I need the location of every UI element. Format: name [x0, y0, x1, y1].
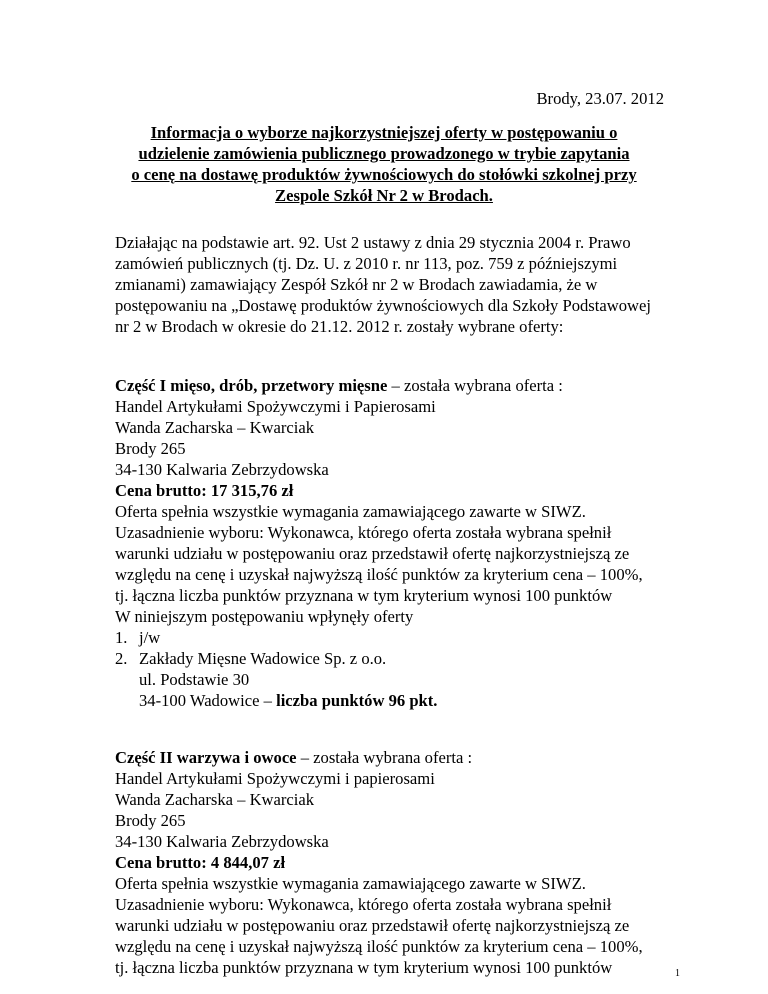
intro-line: nr 2 w Brodach w okresie do 21.12. 2012 r. zostały wybrane oferty:: [115, 317, 564, 336]
offer-text: Zakłady Mięsne Wadowice Sp. z o.o.: [139, 649, 387, 668]
part2-heading-rest: – została wybrana oferta :: [296, 748, 473, 767]
part2-body-line: tj. łączna liczba punktów przyznana w tym kryterium wynosi 100 punktów: [115, 958, 613, 977]
intro-line: postępowaniu na „Dostawę produktów żywnościowych dla Szkoły Podstawowej: [115, 296, 651, 315]
offer-number: 2.: [115, 649, 128, 668]
part1-heading-bold: Część I mięso, drób, przetwory mięsne: [115, 376, 388, 395]
offer2-city-line: [139, 690, 437, 711]
part2-body-line: względu na cenę i uzyskał najwyższą ilość punktów za kryterium cena – 100%,: [115, 937, 643, 956]
part2-vendor-line: Handel Artykułami Spożywczymi i papierosami: [115, 769, 435, 788]
document-date: Brody, 23.07. 2012: [536, 89, 664, 108]
part1-body-line: Uzasadnienie wyboru: Wykonawca, którego oferta została wybrana spełnił: [115, 523, 612, 542]
part1-body-line: względu na cenę i uzyskał najwyższą ilość punktów za kryterium cena – 100%,: [115, 565, 643, 584]
part1-offer-item: [115, 648, 387, 669]
intro-line: zmianami) zamawiający Zespół Szkół nr 2 w Brodach zawiadamia, że w: [115, 275, 598, 294]
part1-body-line: warunki udziału w postępowaniu oraz przedstawił ofertę najkorzystniejszą ze: [115, 544, 630, 563]
part1-body-line: tj. łączna liczba punktów przyznana w tym kryterium wynosi 100 punktów: [115, 586, 613, 605]
title-line: udzielenie zamówienia publicznego prowadzonego w trybie zapytania: [138, 144, 630, 163]
intro-line: Działając na podstawie art. 92. Ust 2 ustawy z dnia 29 stycznia 2004 r. Prawo: [115, 233, 631, 252]
offer-number: 1.: [115, 628, 128, 647]
part2-vendor-line: 34-130 Kalwaria Zebrzydowska: [115, 832, 329, 851]
intro-line: zamówień publicznych (tj. Dz. U. z 2010 r. nr 113, poz. 759 z późniejszymi: [115, 254, 618, 273]
offer2-address: ul. Podstawie 30: [139, 670, 250, 689]
title-line: Zespole Szkół Nr 2 w Brodach.: [275, 186, 493, 205]
part1-vendor-line: Handel Artykułami Spożywczymi i Papierosami: [115, 397, 436, 416]
part1-body-line: Oferta spełnia wszystkie wymagania zamawiającego zawarte w SIWZ.: [115, 502, 586, 521]
part1-body-line: W niniejszym postępowaniu wpłynęły oferty: [115, 607, 414, 626]
part2-body-line: Uzasadnienie wyboru: Wykonawca, którego oferta została wybrana spełnił: [115, 895, 612, 914]
part2-vendor-line: Wanda Zacharska – Kwarciak: [115, 790, 315, 809]
part2-body-line: warunki udziału w postępowaniu oraz przedstawił ofertę najkorzystniejszą ze: [115, 916, 630, 935]
part1-offer-item: [115, 627, 161, 648]
offer-text: j/w: [139, 628, 161, 647]
part2-price: Cena brutto: 4 844,07 zł: [115, 853, 286, 872]
part1-vendor-line: Brody 265: [115, 439, 186, 458]
part1-vendor-line: 34-130 Kalwaria Zebrzydowska: [115, 460, 329, 479]
part1-vendor-line: Wanda Zacharska – Kwarciak: [115, 418, 315, 437]
part2-vendor-line: Brody 265: [115, 811, 186, 830]
title-line: Informacja o wyborze najkorzystniejszej oferty w postępowaniu o: [150, 123, 618, 142]
part1-heading-rest: – została wybrana oferta :: [387, 376, 563, 395]
title-line: o cenę na dostawę produktów żywnościowych do stołówki szkolnej przy: [131, 165, 637, 184]
page-number: 1: [675, 968, 680, 979]
part2-body-line: Oferta spełnia wszystkie wymagania zamawiającego zawarte w SIWZ.: [115, 874, 586, 893]
offer2-points: liczba punktów 96 pkt.: [276, 691, 438, 710]
part1-heading: [115, 375, 563, 396]
part1-price: Cena brutto: 17 315,76 zł: [115, 481, 294, 500]
part2-heading-bold: Część II warzywa i owoce: [115, 748, 297, 767]
offer2-city: 34-100 Wadowice –: [139, 691, 277, 710]
part2-heading: [115, 747, 472, 768]
